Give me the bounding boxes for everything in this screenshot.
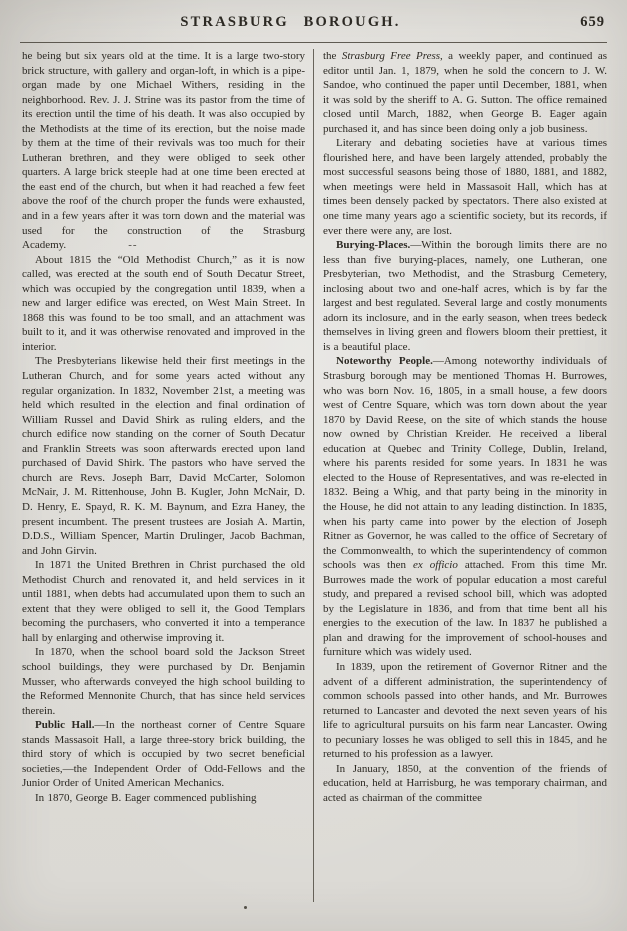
- section-lead: Noteworthy People.: [336, 355, 433, 368]
- paragraph: [323, 136, 607, 238]
- text-segment: ex officio: [412, 559, 458, 572]
- text-columns: [22, 49, 607, 925]
- paragraph: [22, 791, 305, 806]
- text-segment: —In the northeast corner of Centre Square stands Massasoit Hall, a large three-story brick building, the third story of which is occupied by two secret beneficial societies,—the Independent Order of Odd-Fellows and the Junior Order of United American Mechanics.: [22, 719, 305, 790]
- left-column: [22, 49, 313, 925]
- text-segment: —Among noteworthy individuals of Strasburg borough may be mentioned Thomas H. Burrowes, who was born Nov. 16, 1805, in a small house, a few doors west of Centre Square, which was torn down about the year 1870 by David Reese, on the site of which stands the house now owned by Christian Kreider. He received a liberal education at Quebec and Trinity College, Dublin, Ireland, where his parents resided for some years. In 1831 he was elected to the House of Representatives, and was re-elected in 1832. Being a Whig, and that party being in the minority in the House, he did not attain to any leading distinction. In 1835, when his party came into power by the election of Joseph Ritner as Governor, he was called to the office of Secretary of the Commonwealth, to which the superintendency of common schools was then: [323, 355, 607, 572]
- ink-spot-artifact: [244, 906, 247, 909]
- paragraph: [323, 660, 607, 762]
- text-segment: Strasburg Free Press: [341, 50, 441, 62]
- paragraph: [22, 718, 305, 791]
- header-rule: [20, 42, 607, 43]
- text-segment: In 1870, George B. Eager commenced publishing: [35, 791, 257, 804]
- text-segment: attached. From this time Mr. Burrowes made the work of popular education a most careful study, and prepared a revised school bill, which was adopted by the Legislature in 1836, and from that time bent all his energies to the execution of the law. In 1837 he published a plan and drawing for the improvement of school-houses and furniture which was widely used.: [323, 559, 607, 659]
- paragraph: [22, 645, 305, 718]
- paragraph: [323, 49, 607, 136]
- page-number: 659: [580, 14, 605, 30]
- section-lead: Burying-Places.: [336, 239, 411, 252]
- running-title: STRASBURG BOROUGH.: [180, 14, 401, 30]
- paragraph: [22, 49, 305, 253]
- text-segment: the: [323, 50, 342, 62]
- page-header: [22, 14, 607, 36]
- text-segment: In 1871 the United Brethren in Christ purchased the old Methodist Church and renovated it, and held services in it until 1881, when debts had accumulated upon them to such an extent that they were obliged to sell it, the Good Templars becoming the purchasers, who converted it into a temperance hall by enlarging and otherwise improving it.: [22, 559, 305, 644]
- text-segment: The Presbyterians likewise held their first meetings in the Lutheran Church, and for some years acted without any regular organization. In 1832, November 21st, a meeting was held which resulted in the election and final ordination of William Russel and David Shirk as ruling elders, and the church edifice now standing on the corner of South Decatur and Franklin Streets was soon afterwards erected upon land purchased of David Shirk. The pastors who have served the church are Revs. Joseph Barr, David McCarter, Solomon McNair, J. M. Rittenhouse, John B. Kugler, John McNair, D. D. Henry, E. Spayd, R. K. M. Baynum, and Ezra Haney, the present incumbent. The present trustees are Josiah A. Martin, D.D.S., William Spencer, Martin Drulinger, Jacob Bachman, and John Girvin.: [22, 355, 305, 557]
- paragraph: [22, 354, 305, 558]
- text-segment: In 1839, upon the retirement of Governor Ritner and the advent of a different administration, the superintendency of common schools passed into other hands, and Mr. Burrowes returned to Lancaster and devoted the next seven years of his life to agricultural pursuits on his farm near Lancaster. Owing to pecuniary losses he was obliged to sell this in 1845, and he returned to his profession as a lawyer.: [323, 660, 607, 761]
- text-segment: he being but six years old at the time. It is a large two-story brick structure, with gallery and organ-loft, in which is a pipe-organ made by one Michael Withers, residing in the neighborhood. Rev. J. J. Strine was its pastor from the time of its erection until the time of his death. It was also occupied by the Methodists at the time of its erection, but the noise made by them at the time of their revivals was too much for their Lutheran brethren, and they were obliged to seek other quarters. A large brick steeple had at one time been erected at the east end of the church, but when it had reached a few feet above the roof of the church proper the funds were exhausted, and in a few years after it was torn down and the material was used for the construction of the Strasburg Academy.: [22, 50, 305, 252]
- right-column: [314, 49, 607, 925]
- paragraph: [323, 354, 607, 659]
- text-segment: --: [128, 239, 138, 252]
- text-segment: —Within the borough limits there are no less than five burying-places, namely, one Lutheran, one Presbyterian, two Methodist, and the Strasburg Cemetery, inclosing about two and one-half acres, which is by far the largest and best regulated. Several large and costly monuments adorn its inclosure, and in the early season, when trees bedeck themselves in living green and flowers bloom their prettiest, it is a beautiful place.: [323, 239, 607, 353]
- text-segment: In January, 1850, at the convention of the friends of education, held at Harrisburg, he was temporary chairman, and acted as chairman of the committee: [323, 762, 607, 804]
- text-segment: Literary and debating societies have at various times flourished here, and have been largely attended, probably the most successful seasons being those of 1880, 1881, and 1882, when meetings were held in Massasoit Hall, which has at times been densely packed by spectators. There also existed at one time many years ago a scientific society, but its records, if ever there were any, are lost.: [323, 137, 607, 237]
- section-lead: Public Hall.: [35, 719, 95, 732]
- paragraph: [323, 238, 607, 354]
- text-segment: About 1815 the “Old Methodist Church,” as it is now called, was erected at the south end of South Decatur Street, which was occupied by the congregation until 1839, when a new and larger edifice was erected, on West Main Street. In 1868 this was found to be too small, and an attachment was built to it, and it was otherwise renovated and improved in the interior.: [22, 253, 305, 353]
- paragraph: [22, 558, 305, 645]
- paragraph: [22, 253, 305, 355]
- paragraph: [323, 762, 607, 806]
- text-segment: , a weekly paper, and continued as editor until Jan. 1, 1879, when he sold the concern to J. W. Sandoe, who continued the paper until December, 1881, when it was sold by the sheriff to A. G. Sutton. The office remained closed until March, 1882, when George B. Eager again purchased it, and has since been doing only a job business.: [323, 50, 607, 135]
- text-segment: In 1870, when the school board sold the Jackson Street school buildings, they were purchased by Dr. Benjamin Musser, who afterwards conveyed the high school building to the Reformed Mennonite Church, that has since held services therein.: [22, 646, 305, 717]
